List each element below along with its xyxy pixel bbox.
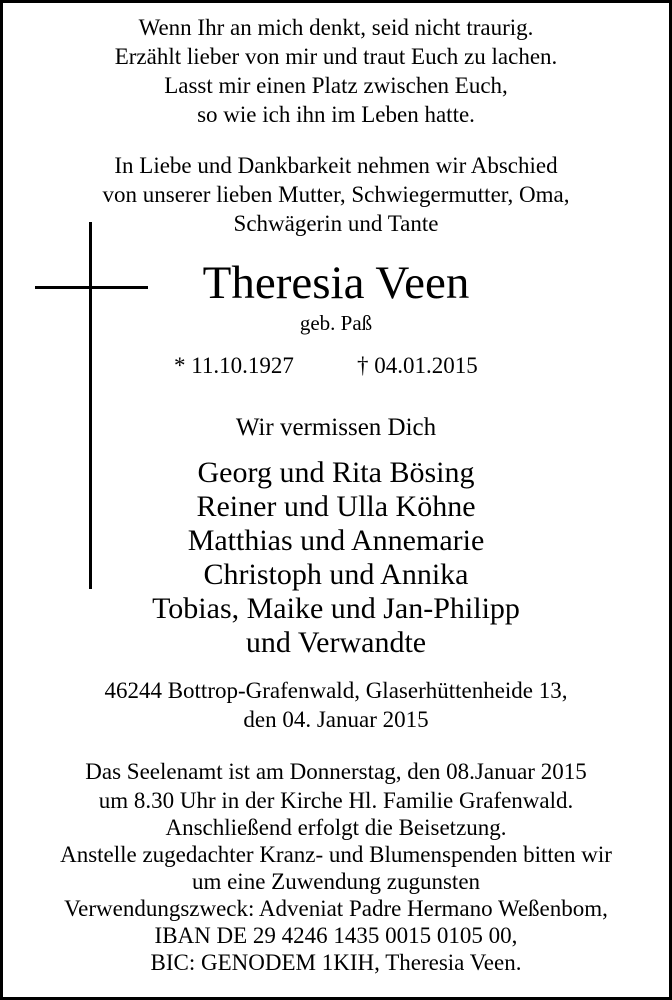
family-member: Matthias und Annemarie [187, 524, 485, 557]
address-line-2: den 04. Januar 2015 [243, 707, 429, 732]
intro-line-1: In Liebe und Dankbarkeit nehmen wir Abschied [114, 153, 558, 178]
address-line-1: 46244 Bottrop-Grafenwald, Glaserhüttenheide 13, [104, 678, 568, 703]
poem-line-3: Lasst mir einen Platz zwischen Euch, [164, 73, 508, 98]
family-member: Tobias, Maike und Jan-Philipp [152, 592, 520, 625]
intro-line-2: von unserer lieben Mutter, Schwiegermutter, Oma, [102, 182, 570, 207]
poem-line-1: Wenn Ihr an mich denkt, seid nicht traurig. [138, 15, 534, 40]
service-line-2: um 8.30 Uhr in der Kirche Hl. Familie Grafenwald. [98, 788, 574, 813]
family-member: Christoph und Annika [203, 558, 469, 591]
service-line-4: Anstelle zugedachter Kranz- und Blumenspenden bitten wir [60, 842, 612, 867]
service-line-5: um eine Zuwendung zugunsten [191, 869, 481, 894]
family-member: Georg und Rita Bösing [197, 456, 475, 489]
family-member: Reiner und Ulla Köhne [196, 490, 476, 523]
missing-you-line: Wir vermissen Dich [235, 414, 437, 441]
deceased-name: Theresia Veen [202, 257, 470, 309]
service-line-8: BIC: GENODEM 1KIH, Theresia Veen. [150, 950, 522, 975]
service-line-3: Anschließend erfolgt die Beisetzung. [165, 815, 507, 840]
intro-line-3: Schwägerin und Tante [233, 211, 439, 236]
service-line-6: Verwendungszweck: Adveniat Padre Hermano Weßenbom, [64, 896, 608, 921]
birth-date: * 11.10.1927 [174, 353, 294, 378]
maiden-name: geb. Paß [299, 311, 373, 335]
poem-line-2: Erzählt lieber von mir und traut Euch zu lachen. [114, 44, 558, 69]
death-date: † 04.01.2015 [357, 353, 478, 378]
family-member: und Verwandte [245, 626, 427, 659]
poem-line-4: so wie ich ihn im Leben hatte. [197, 102, 475, 127]
service-line-1: Das Seelenamt ist am Donnerstag, den 08.Januar 2015 [85, 759, 587, 784]
service-line-7: IBAN DE 29 4246 1435 0015 0105 00, [154, 923, 518, 948]
